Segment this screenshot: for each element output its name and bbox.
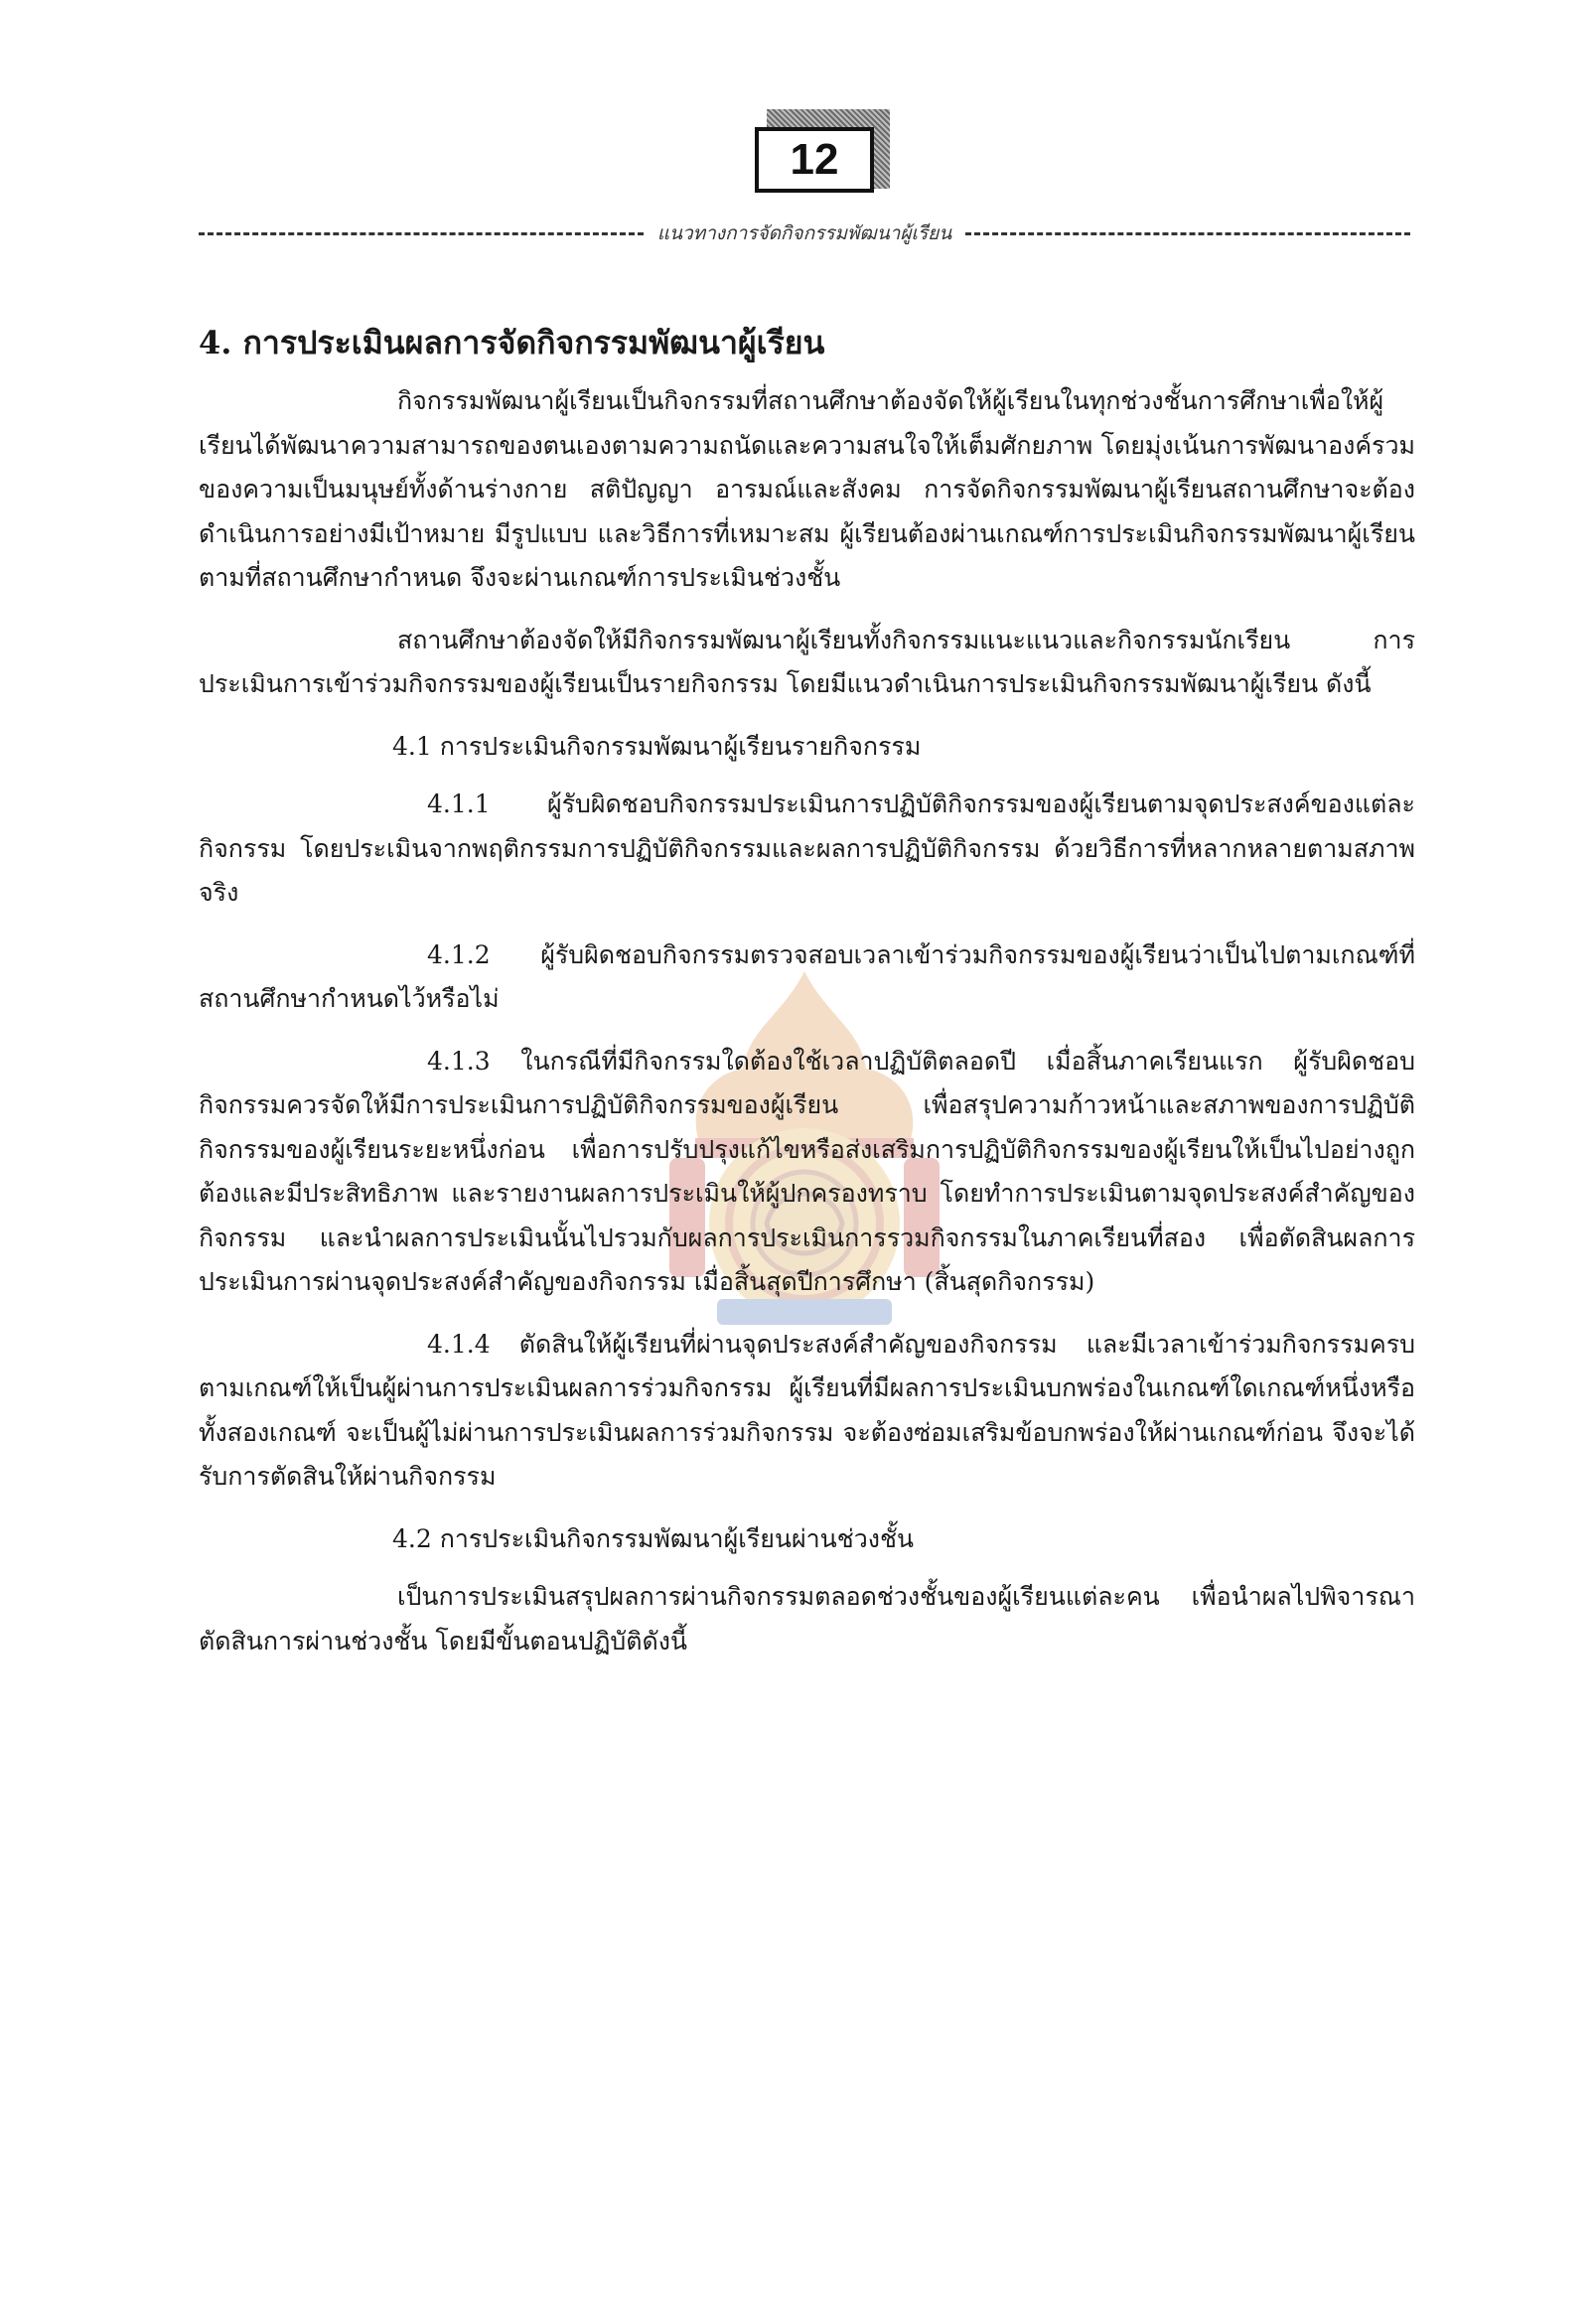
header-rule-left <box>199 232 644 235</box>
section-heading: 4. การประเมินผลการจัดกิจกรรมพัฒนาผู้เรียน <box>199 324 825 361</box>
paragraph-intro: กิจกรรมพัฒนาผู้เรียนเป็นกิจกรรมที่สถานศึกษาต้องจัดให้ผู้เรียนในทุกช่วงชั้นการศึกษาเพื่อให้ผู้เรียนได้พัฒนาความสามารถของตนเองตามความถนัดและความสนใจให้เต็มศักยภาพ โดยมุ่งเน้นการพัฒนาองค์รวมของความเป็นมนุษย์ทั้งด้านร่างกาย สติปัญญา อารมณ์และสังคม การจัดกิจกรรมพัฒนาผู้เรียนสถานศึกษาจะต้องดำเนินการอย่างมีเป้าหมาย มีรูปแบบ และวิธีการที่เหมาะสม ผู้เรียนต้องผ่านเกณฑ์การประเมินกิจกรรมพัฒนาผู้เรียนตามที่สถานศึกษากำหนด จึงจะผ่านเกณฑ์การประเมินช่วงชั้น <box>199 386 1415 593</box>
document-body <box>199 320 1415 1681</box>
subheading-4-1: 4.1 การประเมินกิจกรรมพัฒนาผู้เรียนรายกิจกรรม <box>392 731 922 761</box>
header-rule-right <box>965 232 1410 235</box>
paragraph-4-1-1: 4.1.1 ผู้รับผิดชอบกิจกรรมประเมินการปฏิบัติกิจกรรมของผู้เรียนตามจุดประสงค์ของแต่ละกิจกรรม โดยประเมินจากพฤติกรรมการปฏิบัติกิจกรรมและผลการปฏิบัติกิจกรรม ด้วยวิธีการที่หลากหลายตามสภาพจริง <box>199 790 1415 908</box>
subheading-4-2: 4.2 การประเมินกิจกรรมพัฒนาผู้เรียนผ่านช่วงชั้น <box>392 1523 914 1553</box>
page-number-box <box>755 109 890 197</box>
paragraph-4-1-2: 4.1.2 ผู้รับผิดชอบกิจกรรมตรวจสอบเวลาเข้าร่วมกิจกรรมของผู้เรียนว่าเป็นไปตามเกณฑ์ที่สถานศึกษากำหนดไว้หรือไม่ <box>199 939 1415 1014</box>
page-number: 12 <box>755 127 874 193</box>
paragraph-4-1-4: 4.1.4 ตัดสินให้ผู้เรียนที่ผ่านจุดประสงค์สำคัญของกิจกรรม และมีเวลาเข้าร่วมกิจกรรมครบตามเกณฑ์ให้เป็นผู้ผ่านการประเมินผลการร่วมกิจกรรม ผู้เรียนที่มีผลการประเมินบกพร่องในเกณฑ์ใดเกณฑ์หนึ่งหรือทั้งสองเกณฑ์ จะเป็นผู้ไม่ผ่านการประเมินผลการร่วมกิจกรรม จะต้องซ่อมเสริมข้อบกพร่องให้ผ่านเกณฑ์ก่อน จึงจะได้รับการตัดสินให้ผ่านกิจกรรม <box>199 1329 1415 1492</box>
paragraph-4-2: เป็นการประเมินสรุปผลการผ่านกิจกรรมตลอดช่วงชั้นของผู้เรียนแต่ละคน เพื่อนำผลไปพิจารณาตัดสินการผ่านช่วงชั้น โดยมีขั้นตอนปฏิบัติดังนี้ <box>199 1582 1415 1655</box>
running-header-title: แนวทางการจัดกิจกรรมพัฒนาผู้เรียน <box>656 222 952 244</box>
paragraph-4-1-3: 4.1.3 ในกรณีที่มีกิจกรรมใดต้องใช้เวลาปฏิบัติตลอดปี เมื่อสิ้นภาคเรียนแรก ผู้รับผิดชอบกิจกรรมควรจัดให้มีการประเมินการปฏิบัติกิจกรรมของผู้เรียน เพื่อสรุปความก้าวหน้าและสภาพของการปฏิบัติกิจกรรมของผู้เรียนระยะหนึ่งก่อน เพื่อการปรับปรุงแก้ไขหรือส่งเสริมการปฏิบัติกิจกรรมของผู้เรียนให้เป็นไปอย่างถูกต้องและมีประสิทธิภาพ และรายงานผลการประเมินให้ผู้ปกครองทราบ โดยทำการประเมินตามจุดประสงค์สำคัญของกิจกรรม และนำผลการประเมินนั้นไปรวมกับผลการประเมินการรวมกิจกรรมในภาคเรียนที่สอง เพื่อตัดสินผลการประเมินการผ่านจุดประสงค์สำคัญของกิจกรรม เมื่อสิ้นสุดปีการศึกษา (สิ้นสุดกิจกรรม) <box>199 1046 1415 1297</box>
paragraph-guidelines: สถานศึกษาต้องจัดให้มีกิจกรรมพัฒนาผู้เรียนทั้งกิจกรรมแนะแนวและกิจกรรมนักเรียน การประเมินการเข้าร่วมกิจกรรมของผู้เรียนเป็นรายกิจกรรม โดยมีแนวดำเนินการประเมินกิจกรรมพัฒนาผู้เรียน ดังนี้ <box>199 625 1415 699</box>
running-header <box>199 216 1410 250</box>
